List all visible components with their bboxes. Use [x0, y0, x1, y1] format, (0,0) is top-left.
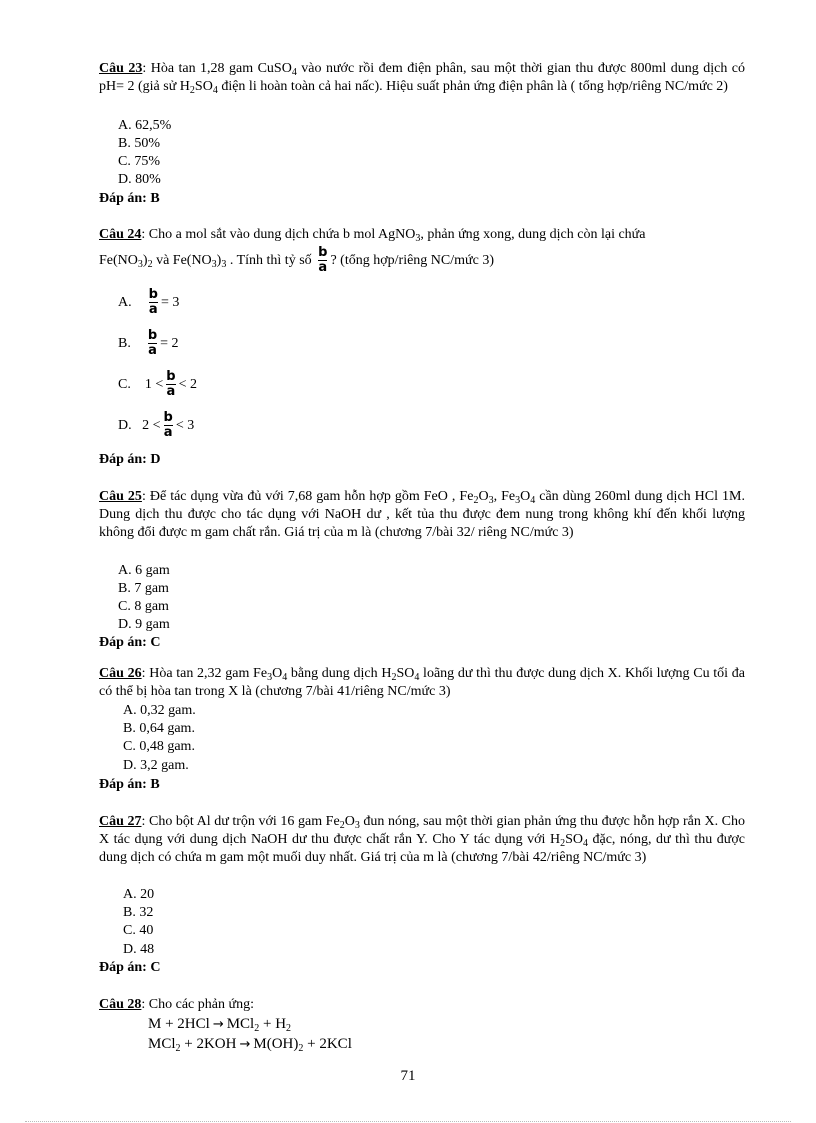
answer: Đáp án: C	[99, 960, 161, 975]
option-a: A. 62,5%	[118, 118, 172, 133]
question-24: Câu 24: Cho a mol sắt vào dung dịch chứa b mol AgNO$_3$, phản ứng xong, dung dịch còn lại chứa	[99, 227, 646, 244]
question-25: Câu 25: Để tác dụng vừa đủ với 7,68 gam hỗn hợp gồm FeO , $Fe_2O_3$, $Fe_3O_4$ cần dùng 260ml dung dịch HCl 1M. Dung dịch thu được cho tác dụng với NaOH dư , kết tủa thu được đem nung trong không khí đến khối lượng không đổi được m gam chất rắn. Giá trị của m là (chương 7/bài 32/ riêng NC/mức 3)	[99, 489, 745, 540]
footer-divider	[25, 1121, 791, 1122]
answer: Đáp án: C	[99, 635, 161, 650]
question-26: Câu 26: Hòa tan 2,32 gam $Fe_3O_4$ bằng dung dịch $H_2SO_4$ loãng dư thì thu được dung dịch X. Khối lượng Cu tối đa có thể bị hòa tan trong X là (chương 7/bài 41/riêng NC/mức 3)	[99, 666, 745, 699]
question-number: Câu 23	[99, 61, 143, 76]
option-d: D. 80%	[118, 172, 161, 187]
page-number: 71	[400, 1068, 416, 1084]
option-b: B. 32	[123, 905, 154, 920]
option-b: B. $\frac{b}{a}$ = 2	[118, 328, 179, 359]
option-a: A. 0,32 gam.	[123, 703, 196, 718]
option-a: A. 20	[123, 887, 155, 902]
option-a: A. 6 gam	[118, 563, 170, 578]
question-number: Câu 25	[99, 489, 142, 504]
question-number: Câu 28	[99, 997, 142, 1012]
reaction-2: $MCl_2 + 2KOH \to M(OH)_2 + 2KCl$	[148, 1036, 352, 1054]
option-c: C. 1 < $\frac{b}{a}$ < 2	[118, 369, 197, 400]
option-b: B. 50%	[118, 136, 160, 151]
option-d: D. 2 < $\frac{b}{a}$ < 3	[118, 410, 195, 441]
arrow-icon: →	[239, 1037, 251, 1052]
fraction-b-over-a: $\frac{b}{a}$	[318, 245, 328, 276]
question-27: Câu 27: Cho bột Al dư trộn với 16 gam $Fe_2O_3$ đun nóng, sau một thời gian phản ứng thu được hỗn hợp rắn X. Cho X tác dụng với dung dịch NaOH dư thu được chất rắn Y. Cho Y tác dụng với $H_2SO_4$ đặc, nóng, dư thì thu được dung dịch có chứa m gam một muối duy nhất. Giá trị của m là (chương 7/bài 42/riêng NC/mức 3)	[99, 814, 745, 865]
option-d: D. 9 gam	[118, 617, 170, 632]
question-number: Câu 24	[99, 227, 142, 242]
reaction-1: $M + 2HCl \to MCl_2 + H_2$	[148, 1016, 292, 1034]
arrow-icon: →	[212, 1017, 224, 1032]
answer: Đáp án: B	[99, 777, 160, 792]
option-d: D. 3,2 gam.	[123, 758, 189, 773]
option-c: C. 8 gam	[118, 599, 169, 614]
option-b: B. 7 gam	[118, 581, 169, 596]
option-c: C. 75%	[118, 154, 160, 169]
option-c: C. 40	[123, 923, 154, 938]
question-24-line2: $Fe(NO_3)_2$ và $Fe(NO_3)_3$ . Tính thì tỷ số $\frac{b}{a}$ ? (tổng hợp/riêng NC/mức 3)	[99, 245, 494, 276]
question-28: Câu 28: Cho các phản ứng:	[99, 997, 254, 1012]
option-b: B. 0,64 gam.	[123, 721, 195, 736]
option-a: A. $\frac{b}{a}$ = 3	[118, 287, 180, 318]
option-c: C. 0,48 gam.	[123, 739, 195, 754]
answer: Đáp án: B	[99, 191, 160, 206]
answer: Đáp án: D	[99, 452, 161, 467]
question-23: Câu 23: Hòa tan 1,28 gam CuSO$_4$ vào nước rồi đem điện phân, sau một thời gian thu được 800ml dung dịch có pH= 2 (giả sử $H_2SO_4$ điện li hoàn toàn cả hai nấc). Hiệu suất phản ứng điện phân là ( tổng hợp/riêng NC/mức 2)	[99, 61, 746, 96]
question-number: Câu 26	[99, 666, 142, 681]
option-d: D. 48	[123, 942, 155, 957]
question-number: Câu 27	[99, 814, 142, 829]
